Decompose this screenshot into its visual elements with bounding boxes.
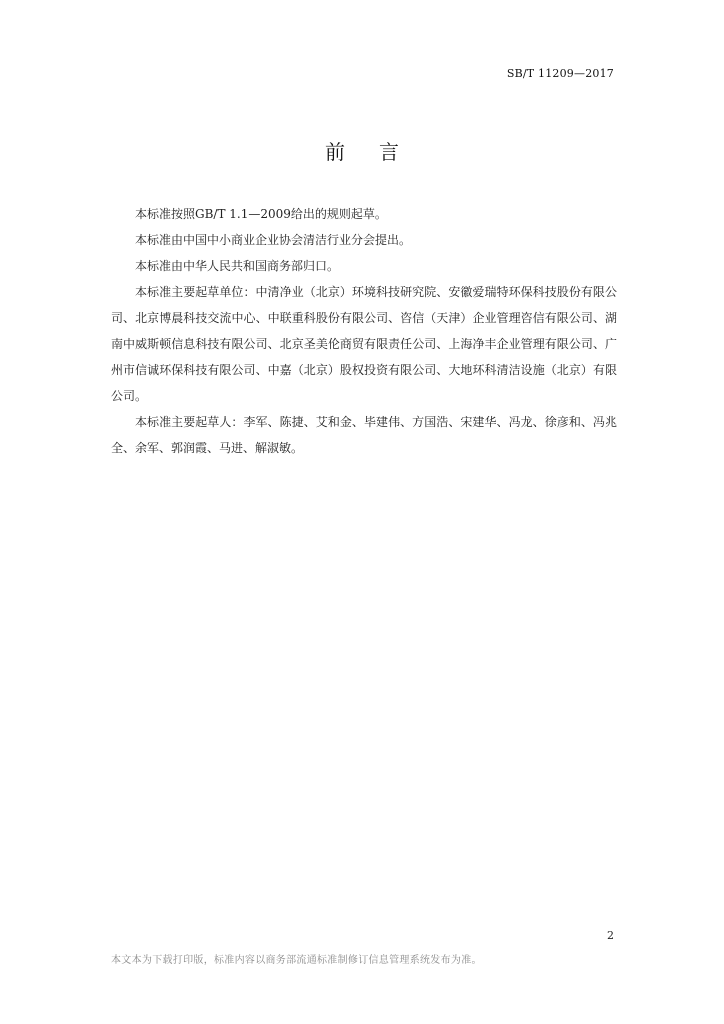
paragraph-drafting-units: 本标准主要起草单位：中清净业（北京）环境科技研究院、安徽爱瑞特环保科技股份有限公司、北京博晨科技交流中心、中联重科股份有限公司、咨信（天津）企业管理咨信有限公司、湖南中威斯顿信息科技有限公司、北京圣美伦商贸有限责任公司、上海净丰企业管理有限公司、广州市信诚环保科技有限公司、中嘉（北京）股权投资有限公司、大地环科清洁设施（北京）有限公司。 xyxy=(111,285,617,403)
preface-body xyxy=(111,201,617,461)
document-code: SB/T 11209—2017 xyxy=(506,67,614,80)
paragraph-drafting-rules: 本标准按照GB/T 1.1—2009给出的规则起草。 xyxy=(135,207,387,221)
page-number: 2 xyxy=(607,929,614,942)
paragraph-drafters: 本标准主要起草人：李军、陈捷、艾和金、毕建伟、方国浩、宋建华、冯龙、徐彦和、冯兆全、余军、郭润霞、马进、解淑敏。 xyxy=(111,415,617,455)
page-title: 前言 xyxy=(325,140,433,164)
paragraph-administrator: 本标准由中华人民共和国商务部归口。 xyxy=(135,259,340,273)
footer-note: 本文本为下载打印版，标准内容以商务部流通标准制修订信息管理系统发布为准。 xyxy=(111,955,482,966)
paragraph-proposer: 本标准由中国中小商业企业协会清洁行业分会提出。 xyxy=(135,233,412,247)
